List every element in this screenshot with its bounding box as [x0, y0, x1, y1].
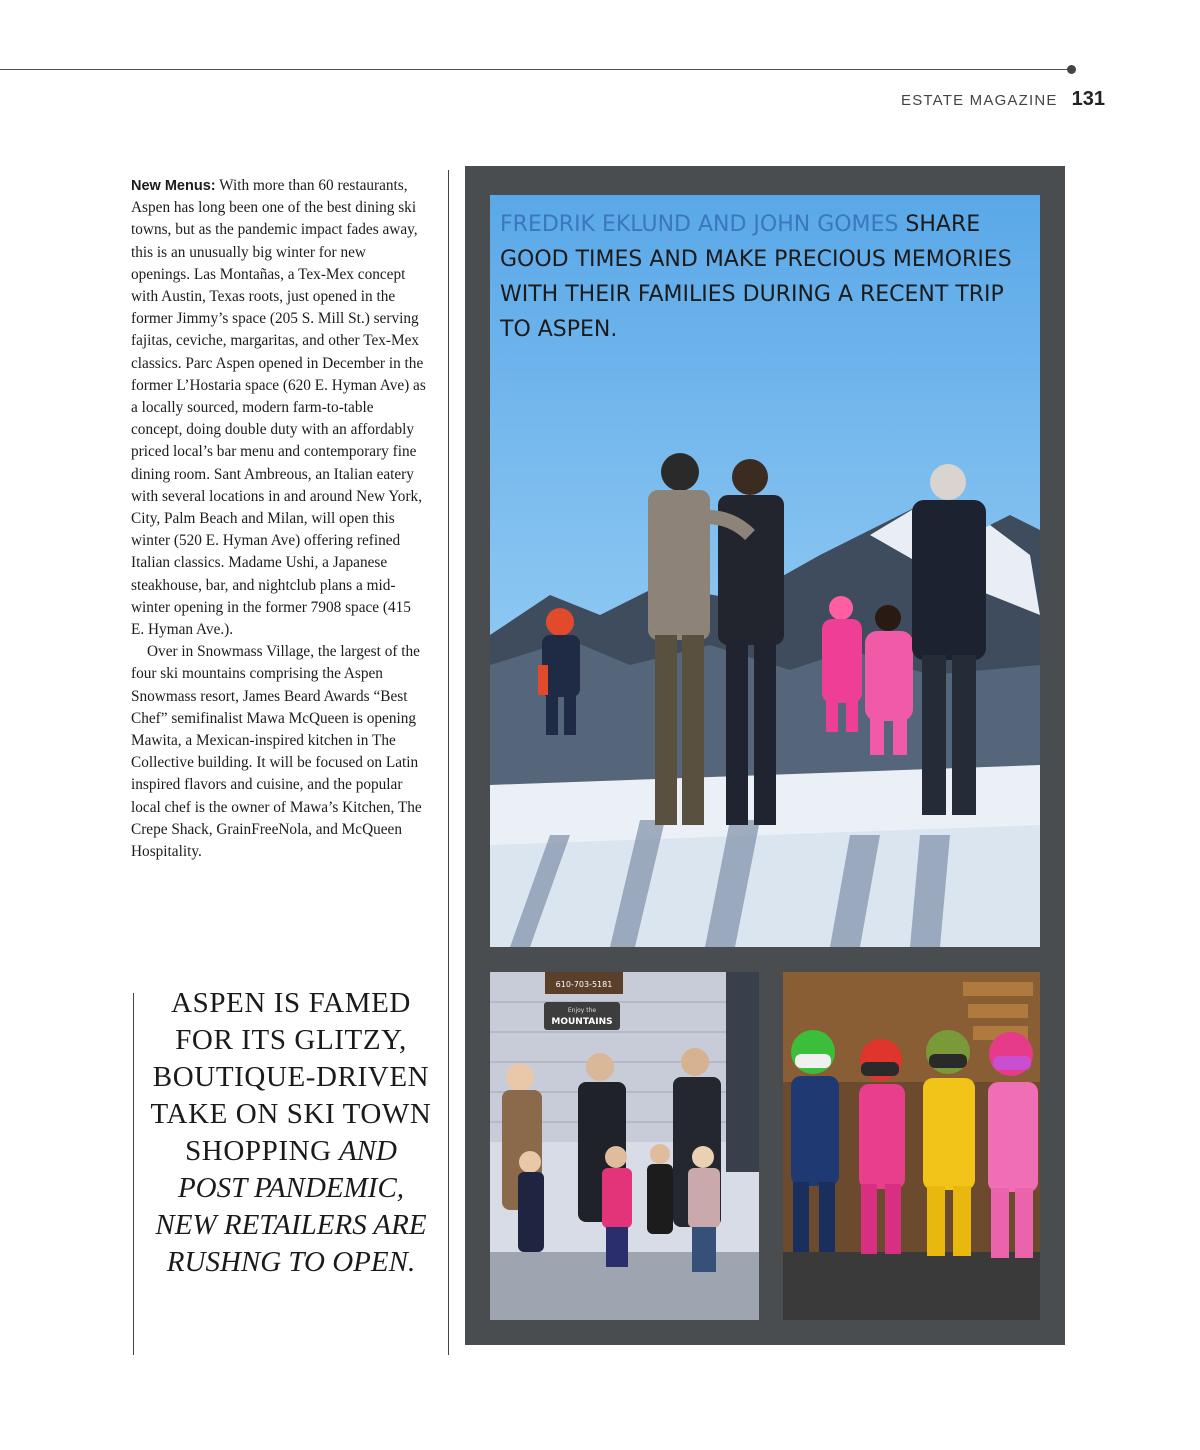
pull-quote: [150, 985, 432, 1281]
lead-heading: New Menus:: [131, 178, 216, 194]
sign-phone-text: 610-703-5181: [555, 980, 613, 989]
sign-big-text: MOUNTAINS: [551, 1017, 613, 1027]
photo-kids-ski-gear: [783, 972, 1040, 1320]
indoor-group-image: [490, 972, 759, 1320]
magazine-name: ESTATE MAGAZINE: [900, 92, 1058, 109]
column-divider: [448, 170, 449, 1355]
photo-panel: [465, 166, 1065, 1345]
pull-quote-caps: ASPEN IS FAMED FOR ITS GLITZY, BOUTIQUE-DRIVEN TAKE ON SKI TOWN SHOPPING: [150, 987, 432, 1167]
caption-names: FREDRIK EKLUND AND JOHN GOMES: [500, 212, 899, 237]
article-paragraph-1: [131, 175, 427, 641]
kids-ski-gear-image: [783, 972, 1040, 1320]
header-rule: [0, 69, 1070, 70]
pull-quote-italic: AND POST PANDEMIC, NEW RETAILERS ARE RUSHNG TO OPEN.: [155, 1135, 427, 1278]
pullquote-rule: [133, 993, 134, 1355]
header-rule-dot: [1067, 65, 1076, 74]
article-body: [131, 175, 427, 863]
running-header: [901, 88, 1105, 111]
caption-text: SHARE GOOD TIMES AND MAKE PRECIOUS MEMORIES WITH THEIR FAMILIES DURING A RECENT TRIP TO ASPEN.: [500, 212, 1012, 342]
sign-small-text: Enjoy the: [567, 1007, 597, 1014]
photo-family-group-indoors: [490, 972, 759, 1320]
photo-caption: [500, 207, 1035, 347]
article-paragraph-2: Over in Snowmass Village, the largest of the four ski mountains comprising the Aspen Snowmass resort, James Beard Awards “Best Chef” semifinalist Mawa McQueen is opening Mawita, a Mexican-inspired kitchen in The Collective building. It will be focused on Latin inspired flavors and cuisine, and the popular local chef is the owner of Mawa’s Kitchen, The Crepe Shack, GrainFreeNola, and McQueen Hospitality.: [131, 643, 422, 861]
paragraph-1-text: With more than 60 restaurants, Aspen has long been one of the best dining ski towns, but as the pandemic impact fades away, this is an unusually big winter for new openings. Las Montañas, a Tex-Mex concept with Austin, Texas roots, just opened in the former Jimmy’s space (205 S. Mill St.) serving fajitas, ceviche, margaritas, and other Tex-Mex classics. Parc Aspen opened in December in the former L’Hostaria space (620 E. Hyman Ave) as a locally sourced, modern farm-to-table concept, doing double duty with an affordably priced local’s bar menu and contemporary fine dining room. Sant Ambreous, an Italian eatery with several locations in and around New York, City, Palm Beach and Milan, will open this winter (520 E. Hyman Ave) offering refined Italian classics. Madame Ushi, a Japanese steakhouse, bar, and nightclub plans a mid-winter opening in the former 7908 space (415 E. Hyman Ave.).: [131, 177, 426, 639]
page-number: 131: [1071, 88, 1105, 110]
main-photo-family-mountain: [490, 195, 1040, 947]
